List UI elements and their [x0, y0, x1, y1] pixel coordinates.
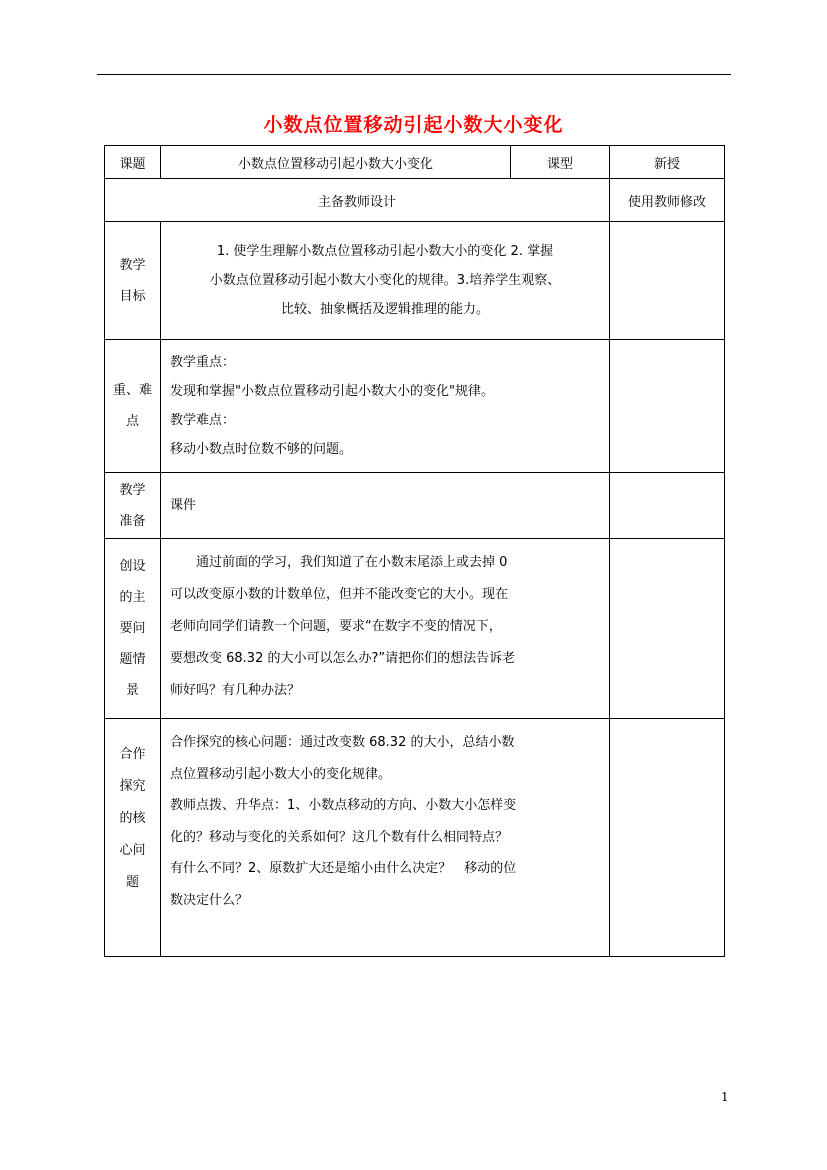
- cooperation-content: [161, 719, 610, 957]
- revision-header: 使用教师修改: [610, 179, 725, 222]
- goals-revision: [610, 222, 725, 340]
- problem-revision: [610, 539, 725, 719]
- goals-line: 1. 使学生理解小数点位置移动引起小数大小的变化 2. 掌握: [216, 244, 554, 259]
- problem-line: 通过前面的学习，我们知道了在小数末尾添上或去掉 0: [196, 555, 508, 570]
- goals-label-line: 教学: [119, 257, 146, 273]
- main-design-header: 主备教师设计: [105, 179, 610, 222]
- cooperation-revision: [610, 719, 725, 957]
- header-row: [105, 146, 725, 179]
- subheader-row: [105, 179, 725, 222]
- key-points-line: 发现和掌握"小数点位置移动引起小数大小的变化"规律。: [170, 384, 494, 399]
- goals-label-line: 目标: [119, 288, 146, 304]
- problem-line: 要想改变 68.32 的大小可以怎么办?”请把你们的想法告诉老: [170, 651, 516, 666]
- cooperation-line: 化的？移动与变化的关系如何？这几个数有什么相同特点？: [170, 829, 509, 845]
- key-points-revision: [610, 340, 725, 473]
- cooperation-line: 数决定什么？: [170, 892, 249, 908]
- cooperation-row: [105, 719, 725, 957]
- problem-label: 创设 的主 要问 题情 景: [105, 539, 161, 719]
- type-value: 新授: [610, 146, 725, 179]
- prep-row: [105, 473, 725, 539]
- cooperation-line: 点位置移动引起小数大小的变化规律。: [170, 766, 392, 782]
- problem-line: 师好吗？有几种办法？: [170, 683, 301, 698]
- cooperation-line: 教师点拨、升华点：1、小数点移动的方向、小数大小怎样变: [170, 798, 517, 813]
- cooperation-line: 有什么不同？2、原数扩大还是缩小由什么决定？ 移动的位: [170, 861, 517, 876]
- problem-line: 老师向同学们请教一个问题，要求“在数字不变的情况下，: [170, 619, 502, 634]
- prep-revision: [610, 473, 725, 539]
- key-points-content: [161, 340, 610, 473]
- prep-content: 课件: [161, 473, 610, 539]
- topic-value: 小数点位置移动引起小数大小变化: [161, 146, 511, 179]
- document-title: 小数点位置移动引起小数大小变化: [263, 114, 564, 136]
- page-number: 1: [721, 1090, 729, 1104]
- key-points-row: [105, 340, 725, 473]
- problem-line: 可以改变原小数的计数单位，但并不能改变它的大小。现在: [170, 587, 509, 602]
- key-points-line: 移动小数点时位数不够的问题。: [170, 442, 353, 457]
- header-rule: [97, 74, 731, 75]
- goals-row: [105, 222, 725, 340]
- cooperation-label: 合作 探究 的核 心问 题: [105, 719, 161, 957]
- key-points-line: 教学难点：: [170, 413, 236, 428]
- goals-line: 小数点位置移动引起小数大小变化的规律。3.培养学生观察、: [209, 273, 561, 288]
- lesson-plan-table: [104, 145, 725, 957]
- key-points-line: 教学重点：: [170, 355, 236, 370]
- key-points-label: 重、难 点: [105, 340, 161, 473]
- goals-label: [105, 222, 161, 340]
- goals-content: [161, 222, 610, 340]
- type-label: 课型: [511, 146, 610, 179]
- problem-row: [105, 539, 725, 719]
- goals-line: 比较、抽象概括及逻辑推理的能力。: [281, 302, 490, 317]
- problem-content: [161, 539, 610, 719]
- cooperation-line: 合作探究的核心问题：通过改变数 68.32 的大小，总结小数: [170, 735, 515, 750]
- prep-label: 教学 准备: [105, 473, 161, 539]
- topic-label: 课题: [105, 146, 161, 179]
